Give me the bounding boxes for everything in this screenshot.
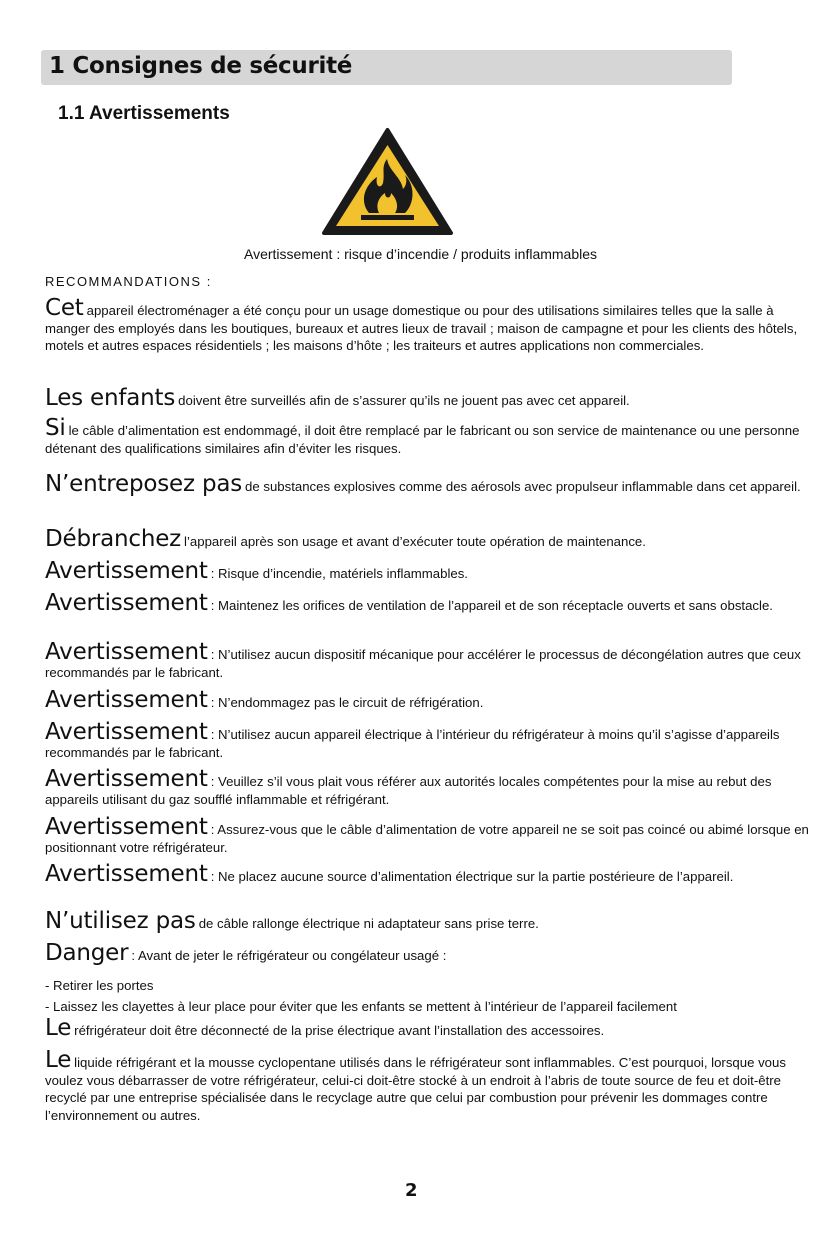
paragraph-text: : Avant de jeter le réfrigérateur ou congélateur usagé :	[131, 948, 447, 963]
paragraph-text: : Ne placez aucune source d’alimentation électrique sur la partie postérieure de l’appareil.	[210, 869, 734, 884]
paragraph-text: de substances explosives comme des aérosols avec propulseur inflammable dans cet appareil.	[245, 479, 801, 494]
paragraph-text: - Retirer les portes	[45, 978, 154, 993]
paragraph-text: : Risque d’incendie, matériels inflammables.	[210, 566, 468, 581]
paragraph-lead: Si	[45, 415, 66, 441]
paragraph-lead: N’entreposez pas	[45, 471, 243, 497]
paragraph	[45, 415, 813, 457]
paragraph-lead: Avertissement	[45, 687, 208, 713]
paragraph-lead: Avertissement	[45, 766, 208, 792]
paragraph	[45, 687, 813, 713]
paragraph-lead: Avertissement	[45, 590, 208, 616]
paragraph-text: : Maintenez les orifices de ventilation de l’appareil et de son réceptacle ouverts et sans obstacle.	[210, 598, 773, 613]
paragraph-lead: Avertissement	[45, 719, 208, 745]
paragraph-text: - Laissez les clayettes à leur place pour éviter que les enfants se mettent à l’intérieur de l’appareil facilement	[45, 999, 677, 1014]
paragraph-lead: Cet	[45, 295, 84, 321]
paragraph-lead: Avertissement	[45, 558, 208, 584]
paragraph	[45, 814, 813, 856]
paragraph-text: : N’endommagez pas le circuit de réfrigération.	[210, 695, 484, 710]
paragraph	[45, 908, 813, 934]
paragraph-lead: Le	[45, 1047, 72, 1073]
paragraph-text: appareil électroménager a été conçu pour un usage domestique ou pour des utilisations similaires telles que la salle à manger des employés dans les boutiques, bureaux et autres lieux de travail ; maison de campagne et pour les clients des hôtels, motels et autres espaces résidentiels ; les maisons d’hôte ; les traiteurs et autres applications non commerciales.	[45, 303, 798, 353]
paragraph	[45, 385, 813, 411]
paragraph-text: liquide réfrigérant et la mousse cyclopentane utilisés dans le réfrigérateur sont inflammables. C’est pourquoi, lorsque vous voulez vous débarrasser de votre réfrigérateur, celui-ci doit-être stocké à un endroit à l’abris de toute source de feu et doit-être recyclé par une entreprise spécialisée dans le recyclage autre que celui par combustion pour prévenir les dommages contre l’environnement ou autres.	[45, 1055, 786, 1123]
list-item	[45, 998, 813, 1016]
paragraph	[45, 719, 813, 761]
paragraph	[45, 526, 813, 552]
paragraph	[45, 639, 813, 681]
section-title: 1 Consignes de sécurité	[49, 53, 353, 79]
flammable-warning-icon	[321, 127, 454, 237]
page-number: 2	[405, 1180, 418, 1201]
paragraph	[45, 471, 813, 497]
paragraph-lead: Les enfants	[45, 385, 176, 411]
paragraph-lead: Débranchez	[45, 526, 182, 552]
paragraph	[45, 940, 813, 966]
paragraph-text: : Veuillez s’il vous plait vous référer aux autorités locales compétentes pour la mise au rebut des appareils utilisant du gaz soufflé inflammable et réfrigérant.	[45, 774, 772, 807]
list-item	[45, 977, 813, 995]
paragraph	[45, 590, 813, 616]
paragraph	[45, 558, 813, 584]
paragraph-text: réfrigérateur doit être déconnecté de la prise électrique avant l’installation des accessoires.	[74, 1023, 605, 1038]
paragraph-lead: Danger	[45, 940, 129, 966]
paragraph-lead: Avertissement	[45, 639, 208, 665]
subsection-title: 1.1 Avertissements	[58, 103, 230, 124]
hazard-caption: Avertissement : risque d’incendie / produits inflammables	[244, 246, 598, 262]
paragraph	[45, 1015, 813, 1041]
paragraph	[45, 766, 813, 808]
paragraph	[45, 861, 813, 887]
paragraph-text: l’appareil après son usage et avant d’exécuter toute opération de maintenance.	[184, 534, 646, 549]
paragraph-text: : N’utilisez aucun appareil électrique à l’intérieur du réfrigérateur à moins qu’il s’agisse d’appareils recommandés par le fabricant.	[45, 727, 780, 760]
paragraph-lead: Le	[45, 1015, 72, 1041]
paragraph-text: : Assurez-vous que le câble d’alimentation de votre appareil ne se soit pas coincé ou abimé lorsque en positionnant votre réfrigérateur.	[45, 822, 809, 855]
recommendations-heading: RECOMMANDATIONS :	[45, 274, 212, 289]
paragraph-text: : N’utilisez aucun dispositif mécanique pour accélérer le processus de décongélation autres que ceux recommandés par le fabricant.	[45, 647, 801, 680]
paragraph-text: de câble rallonge électrique ni adaptateur sans prise terre.	[198, 916, 539, 931]
paragraph-lead: Avertissement	[45, 814, 208, 840]
paragraph	[45, 1047, 813, 1124]
paragraph-lead: N’utilisez pas	[45, 908, 196, 934]
paragraph-text: doivent être surveillés afin de s’assurer qu’ils ne jouent pas avec cet appareil.	[178, 393, 630, 408]
paragraph	[45, 295, 813, 355]
paragraph-lead: Avertissement	[45, 861, 208, 887]
paragraph-text: le câble d’alimentation est endommagé, il doit être remplacé par le fabricant ou son service de maintenance ou une personne détenant des qualifications similaires afin d’éviter les risques.	[45, 423, 800, 456]
